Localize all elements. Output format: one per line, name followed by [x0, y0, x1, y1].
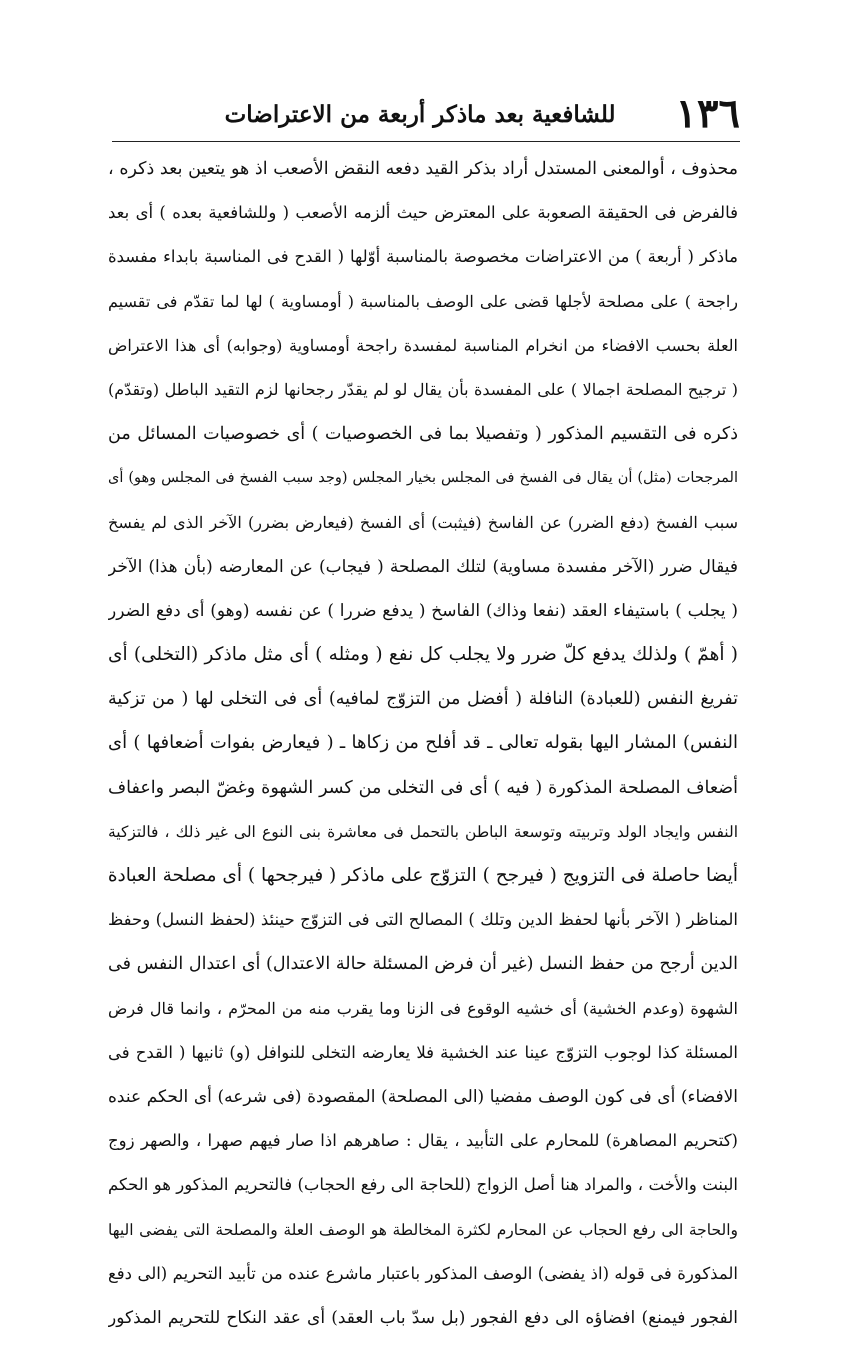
text-line: الشهوة (وعدم الخشية) أى خشيه الوقوع فى الزنا وما يقرب منه من المحرّم ، وانما قال فرض	[108, 998, 738, 1018]
text-line: المذكورة فى قوله (اذ يفضى) الوصف المذكور باعتبار ماشرع عنده من تأبيد التحريم (الى دفع	[108, 1263, 738, 1283]
text-line: الافضاء) أى فى كون الوصف مفضيا (الى المصلحة) المقصودة (فى شرعه) أى الحكم عنده	[108, 1086, 738, 1107]
text-line: سبب الفسخ (دفع الضرر) عن الفاسخ (فيثبت) أى الفسخ (فيعارض بضرر) الآخر الذى لم يفسخ	[108, 512, 738, 532]
text-line: (كتحريم المصاهرة) للمحارم على التأبيد ، يقال : صاهرهم اذا صار فيهم صهرا ، والصهر زوج	[108, 1131, 738, 1151]
body-text	[108, 147, 738, 1340]
text-line: ( ترجيح المصلحة اجمالا ) على المفسدة بأن يقال لو لم يقدّر رجحانها لزم التقيد الباطل (وتقدّم)	[108, 379, 738, 399]
running-title: للشافعية بعد ماذكر أربعة من الاعتراضات	[224, 100, 616, 128]
text-line: ذكره فى التقسيم المذكور ( وتفصيلا بما فى الخصوصيات ) أى خصوصيات المسائل من	[108, 424, 738, 445]
text-line: ( يجلب ) باستيفاء العقد (نفعا وذاك) الفاسخ ( يدفع ضررا ) عن نفسه (وهو) أى دفع الضرر	[108, 600, 738, 621]
text-line: المناظر ( الآخر بأنها لحفظ الدين وتلك ) المصالح التى فى التزوّج حينئذ (لحفظ النسل) وحفظ	[108, 910, 738, 930]
text-line: فيقال ضرر (الآخر مفسدة مساوية) لتلك المصلحة ( فيجاب) عن المعارضه (بأن هذا) الآخر	[108, 556, 738, 577]
text-line: والحاجة الى رفع الحجاب عن المحارم لكثرة المخالطة هو الوصف العلة والمصلحة التى يفضى اليها	[108, 1220, 738, 1239]
header-divider	[112, 141, 740, 142]
text-line: ( أهمّ ) ولذلك يدفع كلّ ضرر ولا يجلب كل نفع ( ومثله ) أى مثل ماذكر (التخلى) أى	[108, 644, 738, 666]
text-line: ماذكر ( أربعة ) من الاعتراضات مخصوصة بالمناسبة أوّلها ( القدح فى المناسبة بابداء مفسدة	[108, 247, 738, 267]
text-line: تفريغ النفس (للعبادة) النافلة ( أفضل من التزوّج لمافيه) أى فى التخلى لها ( من تزكية	[108, 689, 738, 710]
text-line: فالفرض فى الحقيقة الصعوبة على المعترض حيث ألزمه الأصعب ( وللشافعية بعده ) أى بعد	[108, 203, 738, 223]
text-line: النفس وايجاد الولد وتربيته وتوسعة الباطن بالتحمل فى معاشرة بنى النوع الى غير ذلك ، فالتزكية	[108, 822, 738, 841]
text-line: المسئلة كذا لوجوب التزوّج عينا عند الخشية فلا يعارضه التخلى للنوافل (و) ثانيها ( القدح فى	[108, 1042, 738, 1062]
text-line: الفجور فيمنع) افضاؤه الى دفع الفجور (بل سدّ باب العقد) أى عقد النكاح للتحريم المذكور	[108, 1307, 738, 1328]
page-header	[224, 90, 740, 138]
page-number: ١٣٦	[675, 90, 740, 137]
text-line: النفس) المشار اليها بقوله تعالى ـ قد أفلح من زكاها ـ ( فيعارض بفوات أضعافها ) أى	[108, 732, 738, 754]
text-line: أضعاف المصلحة المذكورة ( فيه ) أى فى التخلى من كسر الشهوة وغضّ البصر واعفاف	[108, 777, 738, 798]
text-line: الدين أرجح من حفظ النسل (غير أن فرض المسئلة حالة الاعتدال) أى اعتدال النفس فى	[108, 954, 738, 975]
text-line: العلة بحسب الافضاء من انخرام المناسبة لمفسدة راجحة أومساوية (وجوابه) أى هذا الاعتراض	[108, 335, 738, 355]
text-line: أيضا حاصلة فى التزويج ( فيرجح ) التزوّج على ماذكر ( فيرجحها ) أى مصلحة العبادة	[108, 865, 738, 886]
text-line: المرجحات (مثل) أن يقال فى الفسخ فى المجلس بخيار المجلس (وجد سبب الفسخ فى المجلس وهو) أى	[108, 470, 738, 487]
text-line: راجحة ) على مصلحة لأجلها قضى على الوصف بالمناسبة ( أومساوية ) لها لما تقدّم فى تقسيم	[108, 291, 738, 311]
text-line: البنت والأخت ، والمراد هنا أصل الزواج (للحاجة الى رفع الحجاب) فالتحريم المذكور هو الحكم	[108, 1175, 738, 1195]
text-line: محذوف ، أوالمعنى المستدل أراد بذكر القيد دفعه النقض الأصعب اذ هو يتعين بعد ذكره ،	[108, 159, 738, 179]
